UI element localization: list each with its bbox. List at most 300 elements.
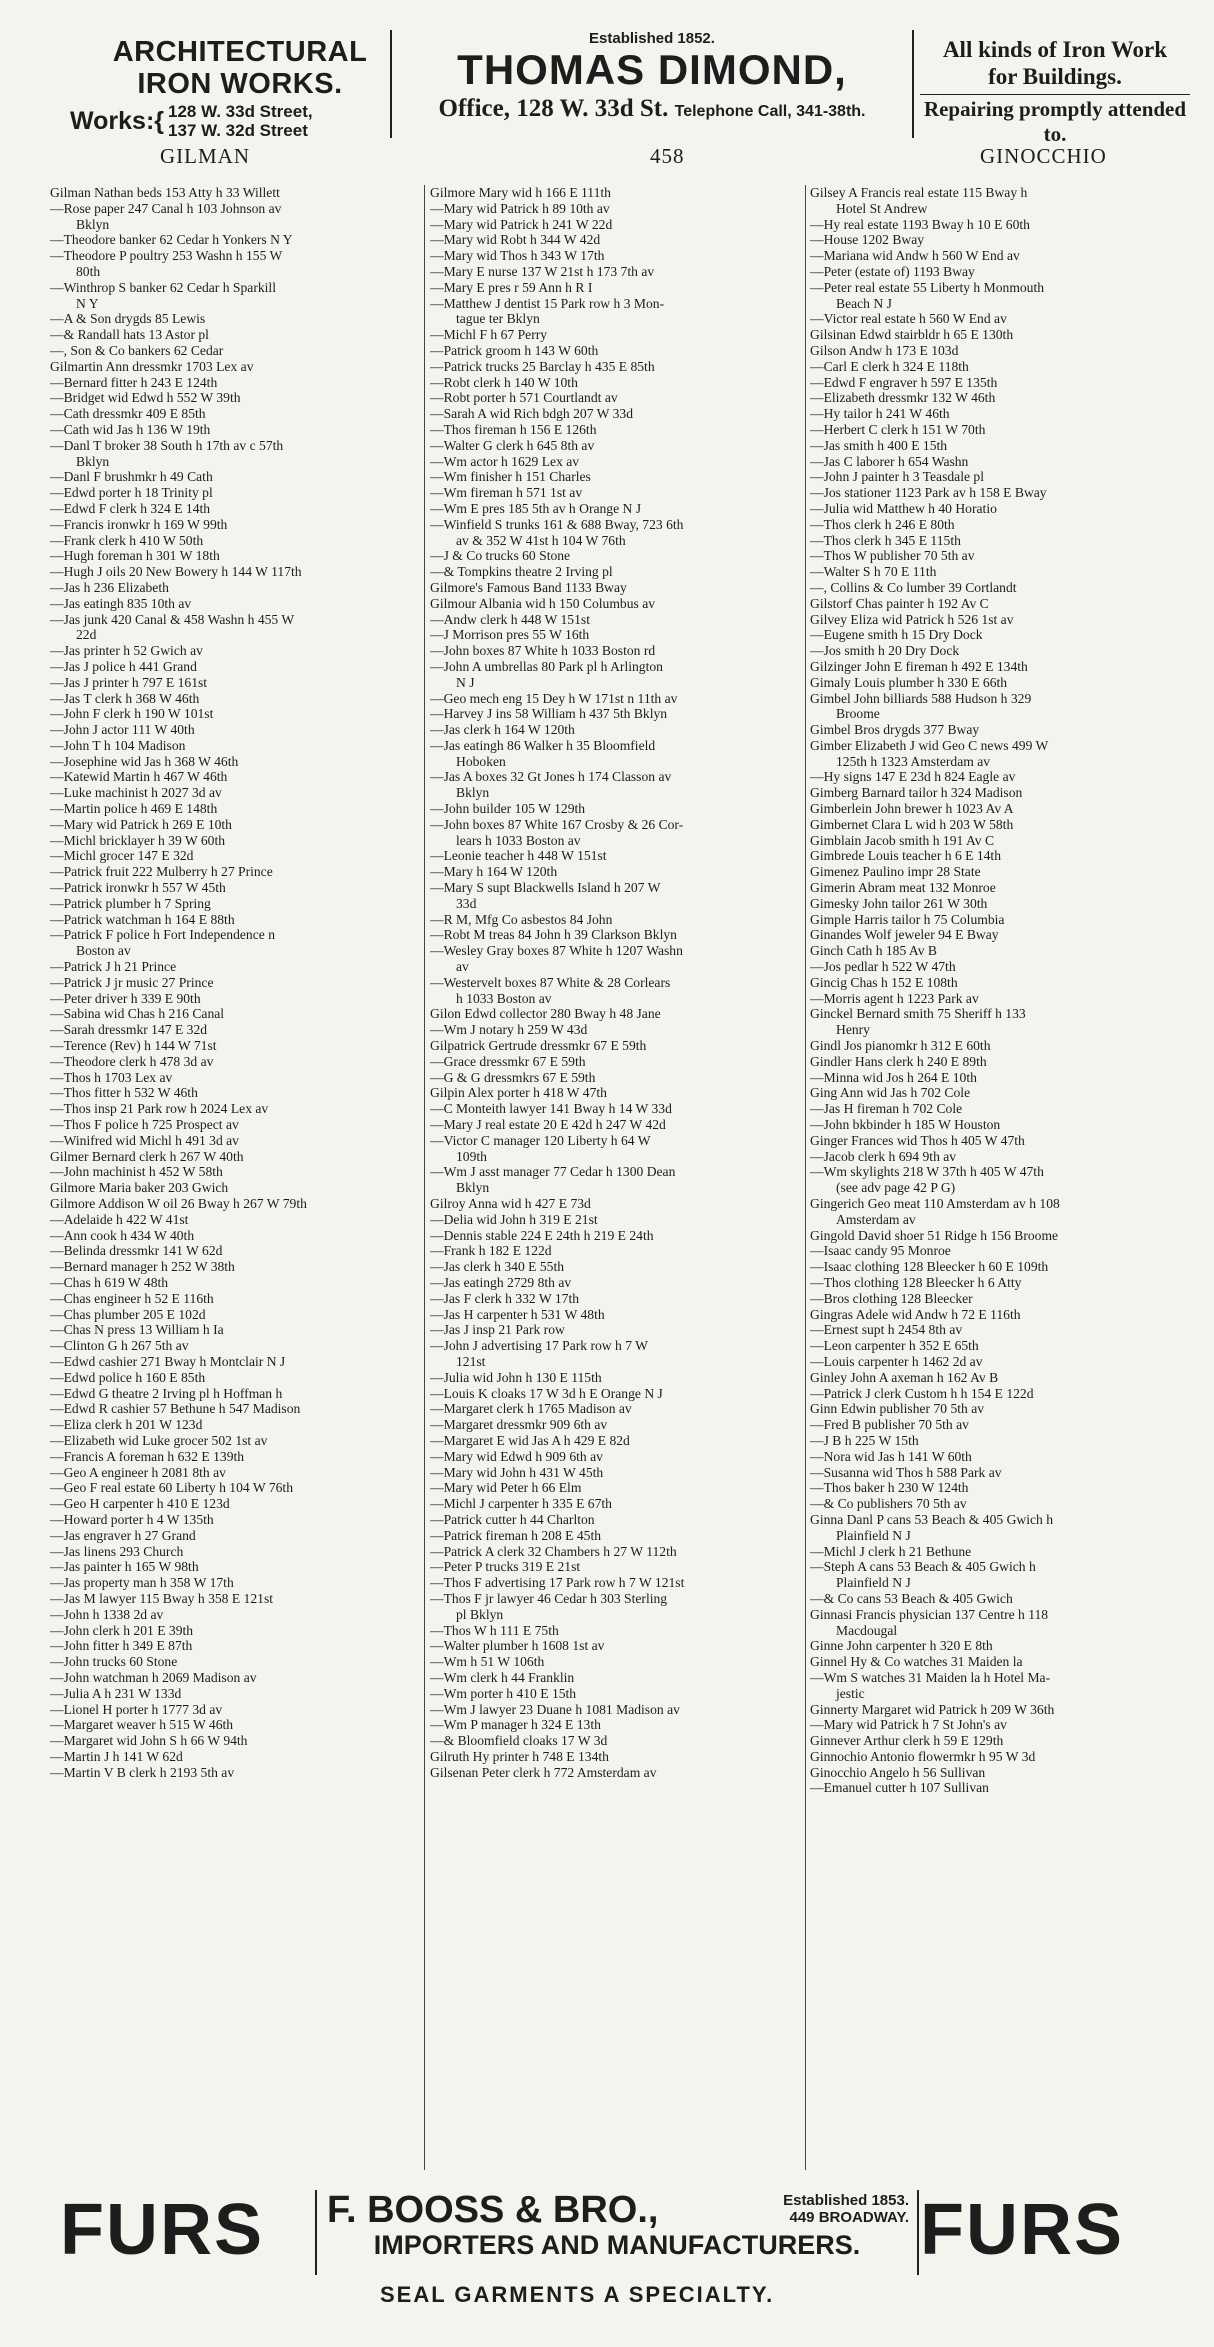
directory-entry: —Julia A h 231 W 133d [50,1685,182,1701]
directory-entry: —Thos clothing 128 Bleecker h 6 Atty [810,1274,1022,1290]
directory-entry: —Thos F police h 725 Prospect av [50,1117,239,1133]
booss-established: Established 1853. [783,2192,909,2209]
directory-entry: —Wm h 51 W 106th [430,1654,545,1670]
directory-entry: —Martin police h 469 E 148th [50,801,218,817]
directory-entry: —Martin V B clerk h 2193 5th av [50,1764,235,1780]
directory-entry: —Bernard fitter h 243 E 124th [50,374,218,390]
directory-entry: —Wesley Gray boxes 87 White h 1207 Washn [430,943,683,959]
directory-entry: Bklyn [456,785,490,801]
directory-entry: —Louis carpenter h 1462 2d av [810,1353,983,1369]
ad-right-line-2: for Buildings. [988,64,1122,89]
directory-entry: —Fred B publisher 70 5th av [810,1417,969,1433]
directory-entry: —Chas engineer h 52 E 116th [50,1290,214,1306]
directory-entry: —Howard porter h 4 W 135th [50,1511,214,1527]
booss-company: F. BOOSS & BRO., [327,2189,659,2231]
directory-entry: —Frank clerk h 410 W 50th [50,532,204,548]
directory-entry: Gingras Adele wid Andw h 72 E 116th [810,1306,1021,1322]
directory-entry: —Harvey J ins 58 William h 437 5th Bklyn [430,706,668,722]
directory-column-3 [810,185,1170,2170]
directory-entry: —Isaac candy 95 Monroe [810,1243,951,1259]
directory-entry: —Katewid Martin h 467 W 46th [50,769,228,785]
directory-entry: —Leonie teacher h 448 W 151st [430,848,607,864]
directory-entry: —John A umbrellas 80 Park pl h Arlington [430,658,663,674]
running-head-left: GILMAN [160,144,250,168]
directory-entry: Macdougal [836,1622,898,1638]
directory-entry: Ginley John A axeman h 162 Av B [810,1369,999,1385]
page-header [50,30,1187,170]
directory-entry: —Bridget wid Edwd h 552 W 39th [50,390,241,406]
furs-left: FURS [60,2190,264,2270]
ad-title: ARCHITECTURAL [112,36,368,68]
directory-entry: 80th [76,263,101,279]
directory-entry: —Terence (Rev) h 144 W 71st [50,1038,217,1054]
directory-entry: —Bros clothing 128 Bleecker [810,1290,973,1306]
directory-entry: —Robt M treas 84 John h 39 Clarkson Bklyn [430,927,677,943]
directory-entry: Boston av [76,943,131,959]
directory-entry: —J Morrison pres 55 W 16th [430,627,590,643]
directory-entry: —Sabina wid Chas h 216 Canal [50,1006,225,1022]
directory-entry: —Emanuel cutter h 107 Sullivan [810,1780,989,1796]
directory-entry: —Grace dressmkr 67 E 59th [430,1053,586,1069]
directory-entry: Ging Ann wid Jas h 702 Cole [810,1085,971,1101]
seal-garments-line: SEAL GARMENTS A SPECIALTY. [380,2282,775,2307]
directory-entry: Ginne John carpenter h 320 E 8th [810,1638,993,1654]
directory-entry: —Geo H carpenter h 410 E 123d [50,1496,230,1512]
directory-entry: —Michl J clerk h 21 Bethune [810,1543,972,1559]
directory-entry: Ginckel Bernard smith 75 Sheriff h 133 [810,1006,1026,1022]
directory-entry: 33d [456,895,477,911]
directory-entry: —Mary wid John h 431 W 45th [430,1464,604,1480]
directory-entry: h 1033 Boston av [456,990,552,1006]
directory-entry: —Jos pedlar h 522 W 47th [810,959,956,975]
directory-entry: —Thos fireman h 156 E 126th [430,421,597,437]
directory-entry: —& Co cans 53 Beach & 405 Gwich [810,1590,1013,1606]
directory-entry: —Patrick fireman h 208 E 45th [430,1527,602,1543]
directory-entry: —Chas h 619 W 48th [50,1274,169,1290]
directory-entry: —& Co publishers 70 5th av [810,1496,967,1512]
directory-entry: Gimbel John billiards 588 Hudson h 329 [810,690,1032,706]
directory-entry: —Peter real estate 55 Liberty h Monmouth [810,279,1045,295]
directory-entry: —Jas painter h 165 W 98th [50,1559,199,1575]
directory-entry: —John boxes 87 White 167 Crosby & 26 Cor- [430,816,684,832]
directory-entry: —Carl E clerk h 324 E 118th [810,358,969,374]
company-name: THOMAS DIMOND, [457,46,847,93]
ad-right-line-3: Repairing promptly attended to. [920,94,1190,147]
directory-entry: —Mary wid Patrick h 7 St John's av [810,1717,1007,1733]
directory-entry: Gimesky John tailor 261 W 30th [810,895,988,911]
directory-entry: Gimple Harris tailor h 75 Columbia [810,911,1005,927]
directory-entry: Ginna Danl P cans 53 Beach & 405 Gwich h [810,1511,1054,1527]
works-addresses [70,102,410,140]
directory-entry: lears h 1033 Boston av [456,832,581,848]
directory-entry: —Margaret wid John S h 66 W 94th [50,1733,248,1749]
directory-entry: —Thos baker h 230 W 124th [810,1480,969,1496]
directory-entry: —Lionel H porter h 1777 3d av [50,1701,223,1717]
directory-entry: —Steph A cans 53 Beach & 405 Gwich h [810,1559,1036,1575]
directory-entry: 121st [456,1353,486,1369]
directory-entry: Gilruth Hy printer h 748 E 134th [430,1748,609,1764]
directory-entry: —Robt porter h 571 Courtlandt av [430,390,618,406]
directory-entry: —Jas eatingh 86 Walker h 35 Bloomfield [430,737,656,753]
directory-entry: —Jas M lawyer 115 Bway h 358 E 121st [50,1590,274,1606]
directory-entry: —Mary E nurse 137 W 21st h 173 7th av [430,263,655,279]
directory-entry: Gimberg Barnard tailor h 324 Madison [810,785,1023,801]
directory-entry: —Francis A foreman h 632 E 139th [50,1448,245,1464]
directory-entry: —Jas linens 293 Church [50,1543,184,1559]
directory-entry: Gilpin Alex porter h 418 W 47th [430,1085,607,1101]
directory-entry: —Mariana wid Andw h 560 W End av [810,248,1020,264]
directory-entry: Beach N J [836,295,892,311]
works-address-1: 128 W. 33d Street, [168,102,313,121]
directory-entry: —Morris agent h 1223 Park av [810,990,979,1006]
directory-entry: —Thos F advertising 17 Park row h 7 W 121st [430,1575,685,1591]
directory-entry: —Jas H fireman h 702 Cole [810,1101,963,1117]
directory-entry: —Hy real estate 1193 Bway h 10 E 60th [810,216,1030,232]
directory-entry: —Patrick fruit 222 Mulberry h 27 Prince [50,864,273,880]
directory-entry: Gilstorf Chas painter h 192 Av C [810,595,989,611]
directory-entry: —Mary wid Peter h 66 Elm [430,1480,582,1496]
directory-entry: —Victor real estate h 560 W End av [810,311,1007,327]
directory-entry: —John J advertising 17 Park row h 7 W [430,1338,648,1354]
directory-entry: —John T h 104 Madison [50,737,186,753]
directory-entry: Ginandes Wolf jeweler 94 E Bway [810,927,999,943]
directory-entry: —& Randall hats 13 Astor pl [50,327,209,343]
directory-entry: —John fitter h 349 E 87th [50,1638,193,1654]
directory-entry: —John builder 105 W 129th [430,801,586,817]
directory-entry: —Sarah A wid Rich bdgh 207 W 33d [430,406,634,422]
directory-entry: —Josephine wid Jas h 368 W 46th [50,753,239,769]
directory-entry: Ginnerty Margaret wid Patrick h 209 W 36th [810,1701,1055,1717]
directory-entry: —Edwd cashier 271 Bway h Montclair N J [50,1353,286,1369]
page-number: 458 [650,144,685,168]
directory-entry: —John watchman h 2069 Madison av [50,1669,257,1685]
directory-entry: —Martin J h 141 W 62d [50,1748,183,1764]
directory-entry: 22d [76,627,97,643]
directory-entry: Gilmour Albania wid h 150 Columbus av [430,595,656,611]
works-brace: :{ [145,106,165,135]
directory-entry: —Wm S watches 31 Maiden la h Hotel Ma- [810,1669,1051,1685]
directory-entry: —Belinda dressmkr 141 W 62d [50,1243,223,1259]
directory-entry: —Theodore P poultry 253 Washn h 155 W [50,248,283,264]
directory-entry: —Mary J real estate 20 E 42d h 247 W 42d [430,1117,666,1133]
directory-entry: Gingerich Geo meat 110 Amsterdam av h 108 [810,1196,1060,1211]
directory-entry: Ginn Edwin publisher 70 5th av [810,1401,985,1417]
directory-entry: Gindl Jos pianomkr h 312 E 60th [810,1038,991,1054]
directory-entry: jestic [836,1685,865,1701]
directory-entry: Ginnasi Francis physician 137 Centre h 118 [810,1606,1049,1622]
directory-entry: —Jas printer h 52 Gwich av [50,643,203,659]
directory-entry: (see adv page 42 P G) [836,1180,956,1196]
directory-entry: —Peter P trucks 319 E 21st [430,1559,581,1575]
directory-entry: Ginch Cath h 185 Av B [810,943,937,959]
directory-entry: —, Son & Co bankers 62 Cedar [50,342,224,358]
directory-entry: —Margaret weaver h 515 W 46th [50,1717,234,1733]
directory-entry: —Peter (estate of) 1193 Bway [810,263,975,279]
directory-entry: —Edwd porter h 18 Trinity pl [50,485,213,501]
directory-entry: —Hy tailor h 241 W 46th [810,406,950,422]
directory-entry: —Jas junk 420 Canal & 458 Washn h 455 W [50,611,295,627]
works-label: Works [70,106,146,135]
directory-entry: —Nora wid Jas h 141 W 60th [810,1448,972,1464]
directory-entry: Gilsey A Francis real estate 115 Bway h [810,185,1028,200]
directory-entry: —G & G dressmkrs 67 E 59th [430,1069,596,1085]
directory-entry: Gilvey Eliza wid Patrick h 526 1st av [810,611,1014,627]
directory-entry: tague ter Bklyn [456,311,540,327]
directory-entry: —Cath dressmkr 409 E 85th [50,406,206,422]
directory-entry: Gimber Elizabeth J wid Geo C news 499 W [810,737,1049,753]
directory-entry: —Herbert C clerk h 151 W 70th [810,421,986,437]
ad-right-line-1: All kinds of Iron Work [942,37,1168,62]
directory-entry: —Bernard manager h 252 W 38th [50,1259,235,1275]
directory-entry: Gilpatrick Gertrude dressmkr 67 E 59th [430,1038,647,1054]
directory-entry: —Susanna wid Thos h 588 Park av [810,1464,1002,1480]
directory-entry: —Walter G clerk h 645 8th av [430,437,595,453]
directory-entry: —& Bloomfield cloaks 17 W 3d [430,1733,608,1749]
directory-entry: —Wm J lawyer 23 Duane h 1081 Madison av [430,1701,680,1717]
directory-entry: —Thos h 1703 Lex av [50,1069,173,1085]
directory-entry: —Wm actor h 1629 Lex av [430,453,580,469]
directory-entry: Gingold David shoer 51 Ridge h 156 Broome [810,1227,1059,1243]
directory-entry: —Winfield S trunks 161 & 688 Bway, 723 6th [430,516,684,532]
directory-entry: —Danl F brushmkr h 49 Cath [50,469,213,485]
directory-entry: Ginger Frances wid Thos h 405 W 47th [810,1132,1025,1148]
directory-entry: —Jas eatingh 2729 8th av [430,1274,572,1290]
directory-entry: —Wm J notary h 259 W 43d [430,1022,588,1038]
directory-entry: —Walter plumber h 1608 1st av [430,1638,605,1654]
directory-entry: —Jas J police h 441 Grand [50,658,197,674]
established-line: Established 1852. [589,30,715,47]
directory-entry: Gimbel Bros drygds 377 Bway [810,722,980,738]
directory-entry: Gimbernet Clara L wid h 203 W 58th [810,816,1014,832]
directory-entry: —John boxes 87 White h 1033 Boston rd [430,643,656,659]
directory-entry: Amsterdam av [836,1211,916,1227]
directory-entry: —Geo mech eng 15 Dey h W 171st n 11th av [430,690,678,706]
directory-entry: Henry [836,1022,870,1038]
directory-entry: —Edwd police h 160 E 85th [50,1369,206,1385]
directory-entry: —Danl T broker 38 South h 17th av c 57th [50,437,284,453]
directory-entry: —Jacob clerk h 694 9th av [810,1148,957,1164]
directory-entry: —Elizabeth wid Luke grocer 502 1st av [50,1432,268,1448]
directory-entry: N Y [76,295,99,311]
directory-entry: Plainfield N J [836,1575,911,1591]
directory-entry: —Theodore clerk h 478 3d av [50,1053,214,1069]
furs-right: FURS [920,2190,1124,2270]
directory-entry: Ginnochio Antonio flowermkr h 95 W 3d [810,1748,1036,1764]
directory-entry: —Frank h 182 E 122d [430,1243,552,1259]
directory-entry: —Francis ironwkr h 169 W 99th [50,516,228,532]
directory-entry: —Jas A boxes 32 Gt Jones h 174 Classon av [430,769,672,785]
directory-entry: —Patrick ironwkr h 557 W 45th [50,880,226,896]
directory-entry: —Matthew J dentist 15 Park row h 3 Mon- [430,295,665,311]
directory-entry: —Patrick F police h Fort Independence n [50,927,275,943]
directory-entry: —Ann cook h 434 W 40th [50,1227,195,1243]
directory-entry: —Patrick trucks 25 Barclay h 435 E 85th [430,358,655,374]
directory-entry: —Andw clerk h 448 W 151st [430,611,590,627]
booss-ad [315,2190,919,2275]
directory-entry: —Jas smith h 400 E 15th [810,437,948,453]
ad-title-2: IRON WORKS. [137,68,343,100]
directory-entry: Gimaly Louis plumber h 330 E 66th [810,674,1008,690]
directory-entry: —Patrick plumber h 7 Spring [50,895,211,911]
directory-columns [50,185,1180,2170]
directory-entry: —Delia wid John h 319 E 21st [430,1211,598,1227]
directory-entry: av & 352 W 41st h 104 W 76th [456,532,626,548]
directory-entry: —Patrick watchman h 164 E 88th [50,911,235,927]
directory-entry: —Robt clerk h 140 W 10th [430,374,578,390]
directory-entry: —Wm P manager h 324 E 13th [430,1717,601,1733]
directory-entry: —Wm fireman h 571 1st av [430,485,583,501]
directory-entry: Gilmore Maria baker 203 Gwich [50,1180,229,1196]
directory-entry: —Hy signs 147 E 23d h 824 Eagle av [810,769,1016,785]
directory-entry: —John J actor 111 W 40th [50,722,195,738]
directory-entry: —Dennis stable 224 E 24th h 219 E 24th [430,1227,654,1243]
directory-entry: —Mary wid Robt h 344 W 42d [430,232,601,248]
thomas-dimond-ad [390,30,914,138]
directory-entry: —Wm finisher h 151 Charles [430,469,591,485]
directory-entry: —Leon carpenter h 352 E 65th [810,1338,979,1354]
directory-entry: —Mary h 164 W 120th [430,864,558,880]
directory-entry: —Jas clerk h 340 E 55th [430,1259,565,1275]
directory-entry: —Edwd G theatre 2 Irving pl h Hoffman h [50,1385,283,1401]
directory-entry: —Elizabeth dressmkr 132 W 46th [810,390,996,406]
directory-entry: Hoboken [456,753,506,769]
directory-entry: —Jas clerk h 164 W 120th [430,722,575,738]
directory-entry: —Michl grocer 147 E 32d [50,848,194,864]
telephone: Telephone Call, 341-38th. [674,103,866,120]
directory-entry: —Thos clerk h 246 E 80th [810,516,955,532]
directory-entry: —Patrick J clerk Custom h h 154 E 122d [810,1385,1034,1401]
directory-entry: —Wm J asst manager 77 Cedar h 1300 Dean [430,1164,676,1180]
directory-entry: —Edwd R cashier 57 Bethune h 547 Madison [50,1401,301,1417]
directory-entry: —Thos fitter h 532 W 46th [50,1085,198,1101]
directory-entry: —House 1202 Bway [810,232,925,248]
directory-entry: Ginocchio Angelo h 56 Sullivan [810,1764,986,1780]
directory-entry: —Mary S supt Blackwells Island h 207 W [430,880,661,896]
directory-entry: —Jos smith h 20 Dry Dock [810,643,960,659]
running-head-right: GINOCCHIO [980,144,1107,168]
directory-entry: —Cath wid Jas h 136 W 19th [50,421,211,437]
directory-entry: —John h 1338 2d av [50,1606,164,1622]
directory-entry: Gilson Andw h 173 E 103d [810,342,959,358]
directory-entry: —Winthrop S banker 62 Cedar h Sparkill [50,279,276,295]
directory-entry: Gimenez Paulino impr 28 State [810,864,981,880]
directory-entry: —Jas H carpenter h 531 W 48th [430,1306,605,1322]
directory-entry: —Chas plumber 205 E 102d [50,1306,206,1322]
office-line [392,95,912,123]
directory-entry: —Jas property man h 358 W 17th [50,1575,234,1591]
directory-entry: —Thos W publisher 70 5th av [810,548,975,564]
directory-entry: —Mary wid Thos h 343 W 17th [430,248,605,264]
directory-entry: Gincig Chas h 152 E 108th [810,974,958,990]
directory-entry: —Jas T clerk h 368 W 46th [50,690,200,706]
directory-entry: —John J painter h 3 Teasdale pl [810,469,984,485]
directory-entry: Broome [836,706,880,722]
directory-entry: —Margaret E wid Jas A h 429 E 82d [430,1432,630,1448]
directory-entry: —Patrick J jr music 27 Prince [50,974,214,990]
directory-entry: Bklyn [76,216,110,232]
page-footer [60,2190,1180,2320]
directory-entry: —Winifred wid Michl h 491 3d av [50,1132,239,1148]
directory-entry: —J & Co trucks 60 Stone [430,548,571,564]
directory-entry: —John clerk h 201 E 39th [50,1622,194,1638]
directory-entry: —Westervelt boxes 87 White & 28 Corlears [430,974,671,990]
directory-entry: Gimberlein John brewer h 1023 Av A [810,801,1014,817]
directory-entry: Bklyn [456,1180,490,1196]
directory-entry: —Mary wid Edwd h 909 6th av [430,1448,603,1464]
directory-entry: —Victor C manager 120 Liberty h 64 W [430,1132,651,1148]
directory-entry: —& Tompkins theatre 2 Irving pl [430,564,613,580]
directory-entry: —Sarah dressmkr 147 E 32d [50,1022,208,1038]
directory-entry: —Julia wid John h 130 E 115th [430,1369,602,1385]
directory-entry: —Jas C laborer h 654 Washn [810,453,969,469]
booss-established-block [783,2192,909,2226]
directory-entry: Gimblain Jacob smith h 191 Av C [810,832,995,848]
directory-entry: —Louis K cloaks 17 W 3d h E Orange N J [430,1385,663,1401]
directory-entry: —Patrick groom h 143 W 60th [430,342,599,358]
directory-entry: —John trucks 60 Stone [50,1654,178,1670]
directory-entry: —Chas N press 13 William h Ia [50,1322,224,1338]
directory-column-2 [430,185,790,2170]
works-address-2: 137 W. 32d Street [168,121,308,140]
directory-entry: —Theodore banker 62 Cedar h Yonkers N Y [50,232,293,248]
directory-entry: —Wm clerk h 44 Franklin [430,1669,575,1685]
directory-entry: —Geo A engineer h 2081 8th av [50,1464,226,1480]
works-address-block [168,102,313,140]
directory-entry: —Wm porter h 410 E 15th [430,1685,577,1701]
directory-entry: —Jas F clerk h 332 W 17th [430,1290,580,1306]
directory-entry: —Isaac clothing 128 Bleecker h 60 E 109th [810,1259,1049,1275]
directory-entry: —Jas h 236 Elizabeth [50,579,169,595]
directory-entry: —R M, Mfg Co asbestos 84 John [430,911,613,927]
directory-entry: Gilmer Bernard clerk h 267 W 40th [50,1148,244,1164]
directory-entry: —Thos insp 21 Park row h 2024 Lex av [50,1101,269,1117]
office-address: Office, 128 W. 33d St. [438,95,669,122]
directory-entry: —Margaret dressmkr 909 6th av [430,1417,608,1433]
directory-entry: —Julia wid Matthew h 40 Horatio [810,500,997,516]
directory-entry: —Mary wid Patrick h 89 10th av [430,200,610,216]
directory-entry: —Eliza clerk h 201 W 123d [50,1417,203,1433]
directory-entry: —Clinton G h 267 5th av [50,1338,189,1354]
directory-entry: 125th h 1323 Amsterdam av [836,753,991,769]
directory-entry: —John machinist h 452 W 58th [50,1164,223,1180]
directory-entry: Gilroy Anna wid h 427 E 73d [430,1196,591,1211]
directory-entry: Gindler Hans clerk h 240 E 89th [810,1053,987,1069]
directory-entry: —John F clerk h 190 W 101st [50,706,214,722]
directory-entry: Ginnel Hy & Co watches 31 Maiden la [810,1654,1023,1670]
directory-entry: —Hugh J oils 20 New Bowery h 144 W 117th [50,564,302,580]
directory-entry: Gilmartin Ann dressmkr 1703 Lex av [50,358,254,374]
directory-entry: —Jas J insp 21 Park row [430,1322,565,1338]
directory-entry: Gilon Edwd collector 280 Bway h 48 Jane [430,1006,661,1022]
directory-entry: —C Monteith lawyer 141 Bway h 14 W 33d [430,1101,672,1117]
directory-entry: —Jas engraver h 27 Grand [50,1527,196,1543]
directory-entry: —John bkbinder h 185 W Houston [810,1117,1001,1133]
directory-entry: —Thos W h 111 E 75th [430,1622,559,1638]
directory-entry: Hotel St Andrew [836,200,928,216]
directory-entry: Gilmore Mary wid h 166 E 111th [430,185,611,200]
directory-entry: —Jos stationer 1123 Park av h 158 E Bway [810,485,1047,501]
directory-entry: Gilzinger John E fireman h 492 E 134th [810,658,1028,674]
directory-entry: —Hugh foreman h 301 W 18th [50,548,220,564]
directory-entry: Gilsenan Peter clerk h 772 Amsterdam av [430,1764,657,1780]
directory-entry: Gilmore Addison W oil 26 Bway h 267 W 79th [50,1196,307,1211]
directory-entry: —Luke machinist h 2027 3d av [50,785,222,801]
directory-entry: —Patrick cutter h 44 Charlton [430,1511,595,1527]
directory-entry: Gilmore's Famous Band 1133 Bway [430,579,627,595]
directory-entry: —Minna wid Jos h 264 E 10th [810,1069,977,1085]
directory-entry: —Rose paper 247 Canal h 103 Johnson av [50,200,282,216]
directory-entry: —Patrick J h 21 Prince [50,959,177,975]
